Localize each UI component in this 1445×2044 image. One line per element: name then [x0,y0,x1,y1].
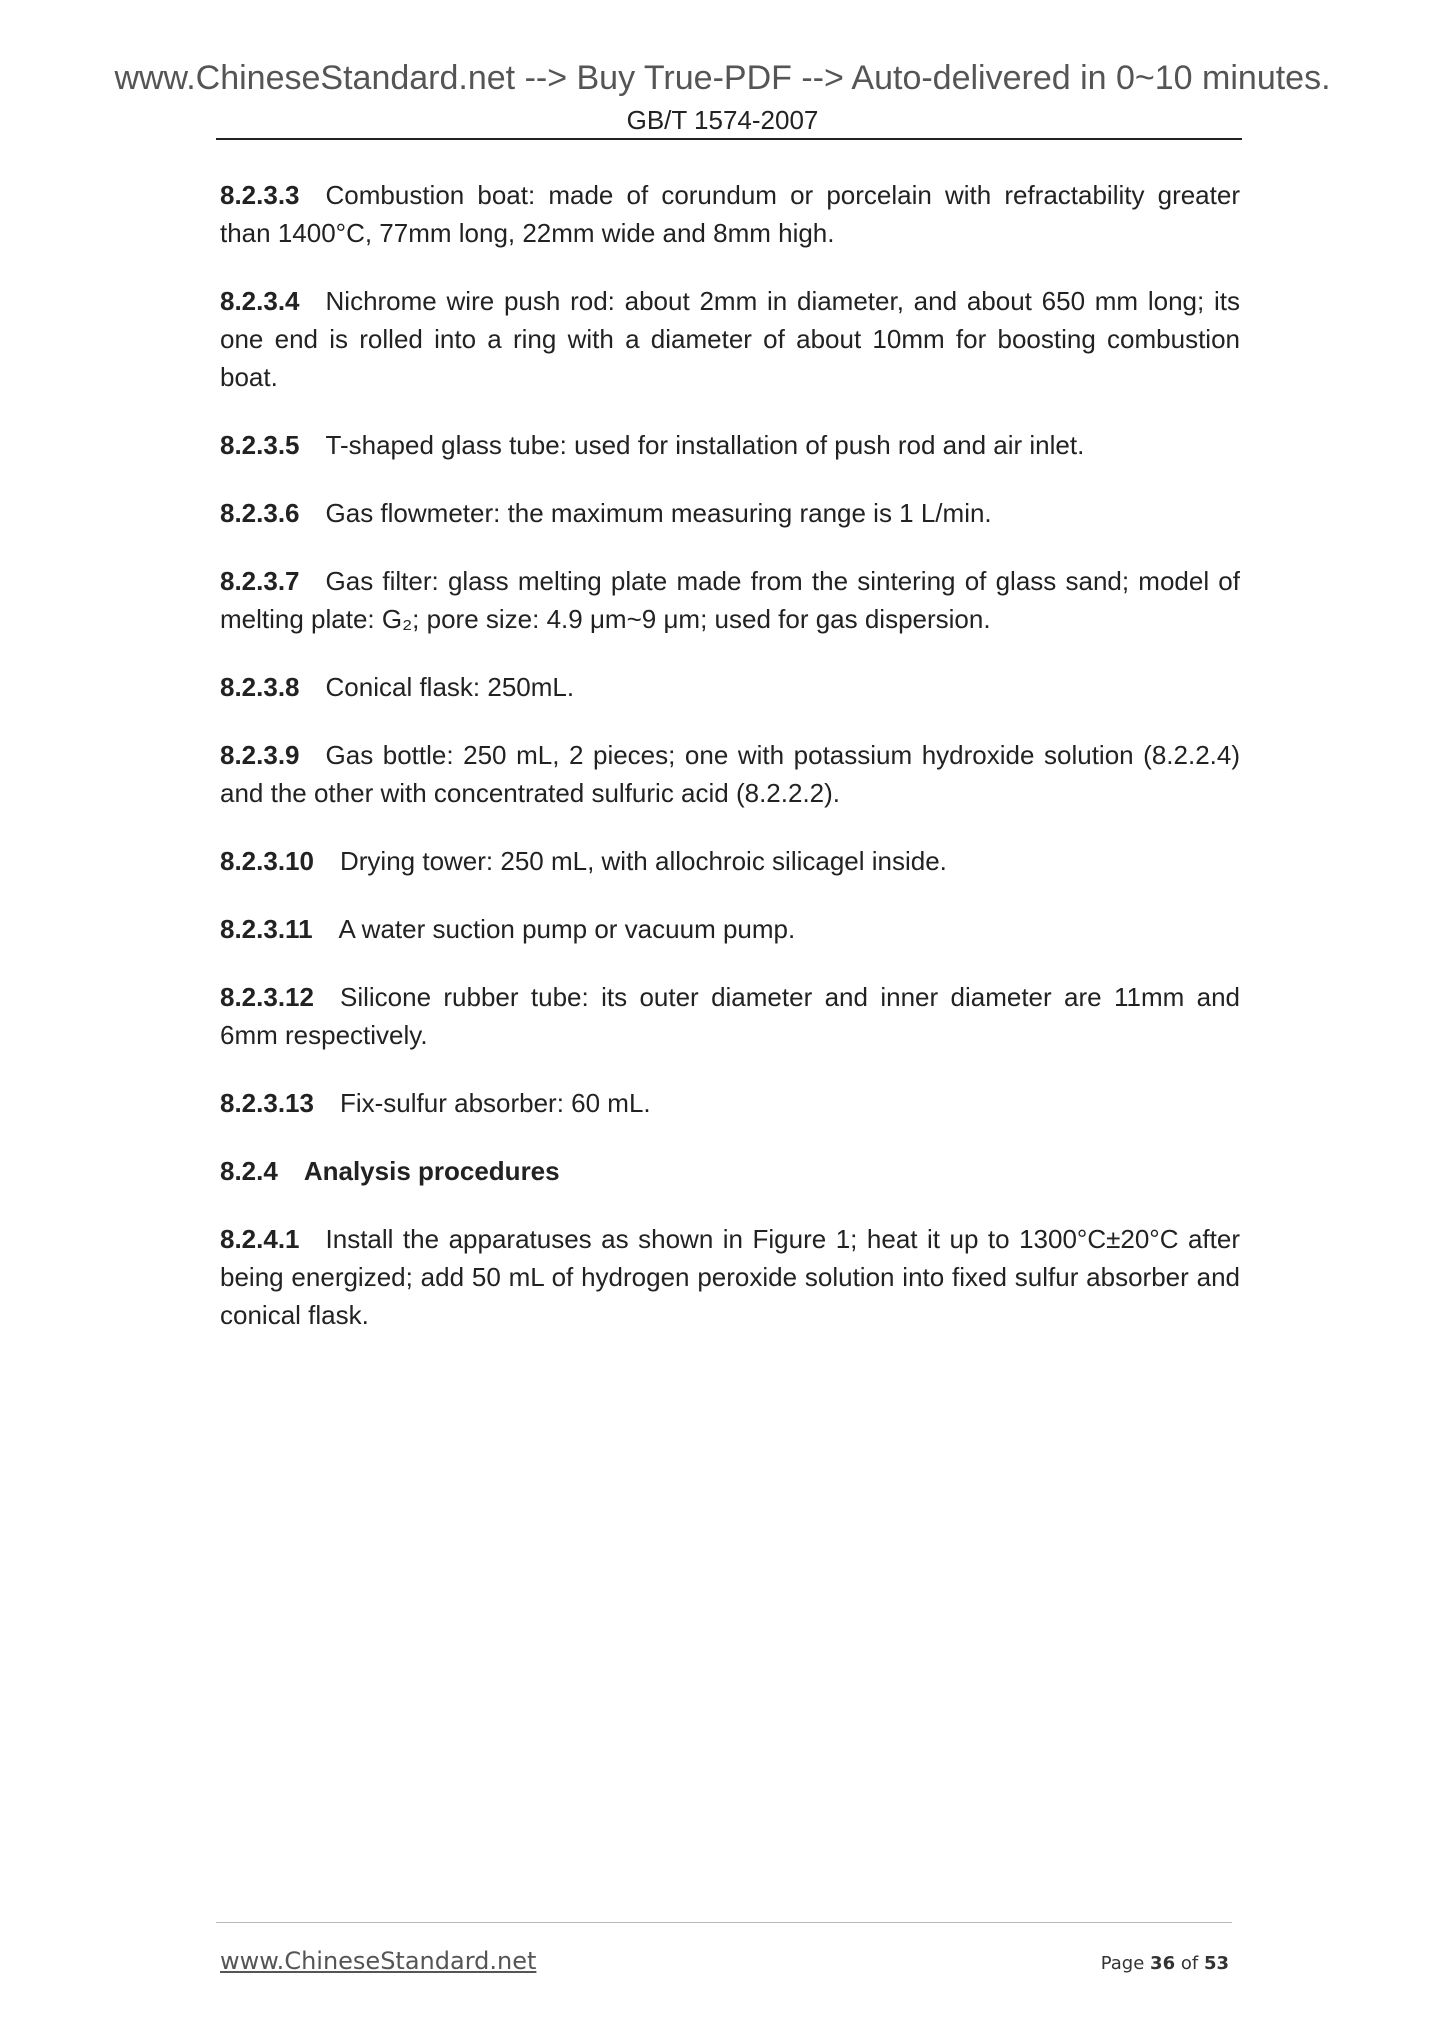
page-prefix: Page [1100,1953,1145,1974]
clause-8-2-4-1 [220,1220,1240,1334]
clause-text: Gas flowmeter: the maximum measuring range is 1 L/min. [325,498,992,528]
clause-number: 8.2.3.9 [220,740,300,770]
section-title: Analysis procedures [303,1156,560,1186]
clause-text: Fix-sulfur absorber: 60 mL. [339,1088,651,1118]
page-number: 36 [1150,1953,1176,1974]
clause-number: 8.2.3.4 [220,286,300,316]
clause-text: Conical flask: 250mL. [325,672,575,702]
footer-site-link[interactable]: www.ChineseStandard.net [220,1947,537,1975]
clause-8-2-3-10 [220,842,1240,880]
clause-8-2-3-3 [220,176,1240,252]
site-banner: www.ChineseStandard.net --> Buy True-PDF --> Auto-delivered in 0~10 minutes. [114,59,1331,97]
section-heading-8-2-4 [220,1152,1240,1190]
clause-8-2-3-13 [220,1084,1240,1122]
header-divider [216,138,1242,140]
standard-code: GB/T 1574-2007 [626,105,819,135]
clause-number: 8.2.3.13 [220,1088,314,1118]
clause-number: 8.2.3.10 [220,846,314,876]
clause-number: 8.2.3.12 [220,982,314,1012]
clause-8-2-3-8 [220,668,1240,706]
clause-8-2-3-7 [220,562,1240,638]
footer-divider [216,1922,1232,1923]
clause-number: 8.2.4.1 [220,1224,300,1254]
clause-number: 8.2.3.3 [220,180,300,210]
clause-8-2-3-5 [220,426,1240,464]
clause-8-2-3-6 [220,494,1240,532]
clause-number: 8.2.3.11 [220,914,313,944]
clause-text: Gas bottle: 250 mL, 2 pieces; one with potassium hydroxide solution (8.2.2.4) and the other with concentrated sulfuric acid (8.2.2.2). [220,740,1240,808]
clause-number: 8.2.3.6 [220,498,300,528]
clause-number: 8.2.3.8 [220,672,300,702]
clause-text: T-shaped glass tube: used for installation of push rod and air inlet. [325,430,1085,460]
clause-text: Install the apparatuses as shown in Figure 1; heat it up to 1300°C±20°C after being energized; add 50 mL of hydrogen peroxide solution into fixed sulfur absorber and conical flask. [220,1224,1240,1330]
clause-8-2-3-9 [220,736,1240,812]
document-body [220,176,1240,1364]
clause-number: 8.2.3.5 [220,430,300,460]
clause-text: Nichrome wire push rod: about 2mm in diameter, and about 650 mm long; its one end is rolled into a ring with a diameter of about 10mm for boosting combustion boat. [220,286,1240,392]
clause-text: A water suction pump or vacuum pump. [338,914,796,944]
clause-number: 8.2.3.7 [220,566,300,596]
section-number: 8.2.4 [220,1156,278,1186]
page-total: 53 [1203,1953,1229,1974]
clause-text: Gas filter: glass melting plate made from the sintering of glass sand; model of melting plate: G₂; pore size: 4.9 μm~9 μm; used for gas dispersion. [220,566,1240,634]
clause-text: Combustion boat: made of corundum or porcelain with refractability greater than 1400°C, 77mm long, 22mm wide and 8mm high. [220,180,1240,248]
clause-8-2-3-4 [220,282,1240,396]
page-of: of [1180,1953,1199,1974]
clause-text: Silicone rubber tube: its outer diameter and inner diameter are 11mm and 6mm respectively. [220,982,1240,1050]
clause-8-2-3-12 [220,978,1240,1054]
clause-text: Drying tower: 250 mL, with allochroic silicagel inside. [339,846,947,876]
clause-8-2-3-11 [220,910,1240,948]
page-indicator [1101,1952,1229,1976]
